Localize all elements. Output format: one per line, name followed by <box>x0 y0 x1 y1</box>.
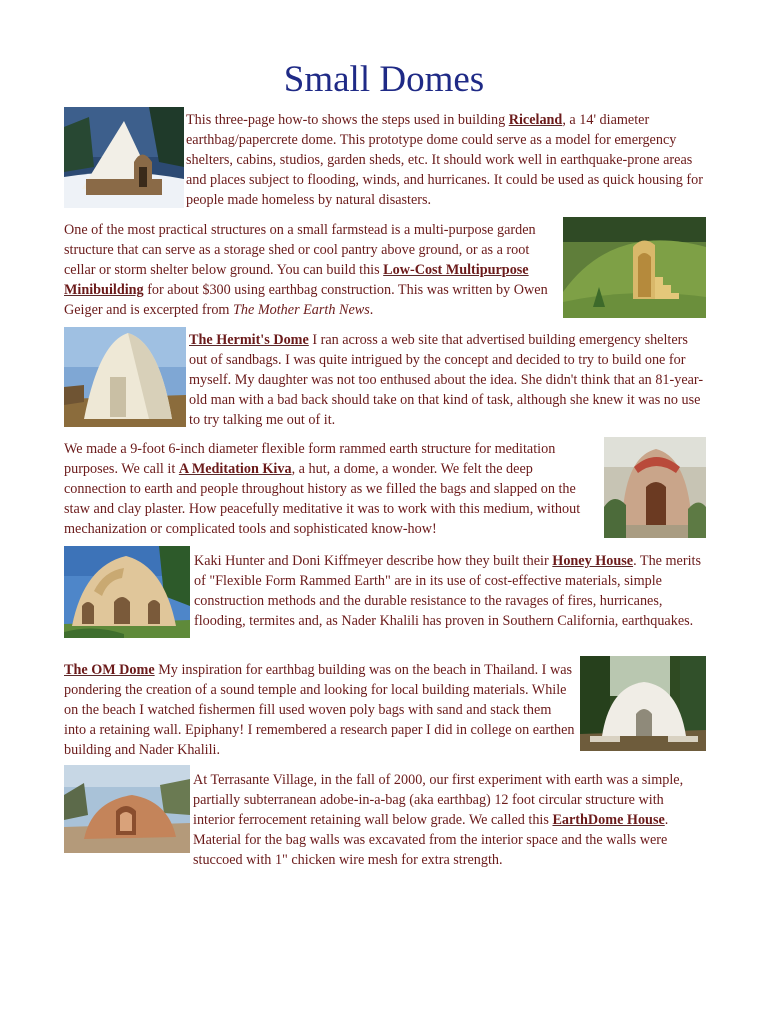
entry-text: We made a 9-foot 6-inch diameter flexible form rammed earth structure for meditation purposes. We call it A Meditation Kiva, a hut, a dome, a wonder. We felt the deep connection to earth and people throughout history as we filled the bags and slapped on the staw and clay plaster. How peacefully meditative it was to work with this medium, without mechanization or complicated tools and sophisticated know-how! <box>64 441 581 537</box>
entry-text: The Hermit's Dome I ran across a web site that advertised building emergency shelters out of sandbags. I was quite intrigued by the concept and decided to try to build one for myself. My daughter was not too enthused about the idea. She didn't think that an 81-year-old man with a bad back should take on that kind of task, although she knew it was no use to try talking me out of it. <box>189 332 704 428</box>
snowy-dome-photo <box>64 107 184 208</box>
entry-hermit-dome <box>189 330 706 430</box>
minibuilding-link[interactable]: Low-Cost Multipurpose Minibuilding <box>64 262 529 298</box>
earthdome-house-link[interactable]: EarthDome House <box>552 812 665 828</box>
entry-text: One of the most practical structures on a small farmstead is a multi-purpose garden structure that can serve as a storage shed or cool pantry above ground, or as a root cellar or storm shelter below ground. You can build this Low-Cost Multipurpose Minibuilding for about $300 using earthbag construction. This was written by Owen Geiger and is excerpted from The Mother Earth News. <box>64 222 548 318</box>
meditation-kiva-link[interactable]: A Meditation Kiva <box>178 461 292 477</box>
honey-house-photo <box>64 546 190 638</box>
hillside-minibuilding-photo <box>563 217 706 318</box>
entry-text: The OM Dome My inspiration for earthbag building was on the beach in Thailand. I was pondering the creation of a sound temple and looking for local building materials. While on the beach I watched fishermen fill used woven poly bags with sand and stack them into a retaining wall. Epiphany! I remembered a research paper I did in college on earthen building and Nader Khalili. <box>64 662 575 758</box>
entry-minibuilding <box>64 220 564 320</box>
entry-honey-house <box>194 551 706 631</box>
entry-text: Kaki Hunter and Doni Kiffmeyer describe how they built their Honey House. The merits of "Flexible Form Rammed Earth" are in its use of cost-effective materials, simple construction methods and the durable resistance to the ravages of fires, hurricanes, flooding, termites and, as Nader Khalili has proven in Southern California, earthquakes. <box>194 553 701 629</box>
om-dome-photo <box>580 656 706 751</box>
earthdome-house-photo <box>64 765 190 853</box>
om-dome-link[interactable]: The OM Dome <box>64 662 155 678</box>
hermit-dome-photo <box>64 327 186 427</box>
entry-meditation-kiva <box>64 439 594 539</box>
hermit-dome-link[interactable]: The Hermit's Dome <box>189 332 309 348</box>
page-title: Small Domes <box>283 59 485 100</box>
entry-earthdome-house <box>193 770 706 870</box>
riceland-link[interactable]: Riceland <box>508 112 563 128</box>
honey-house-link[interactable]: Honey House <box>552 553 634 569</box>
entry-text: This three-page how-to shows the steps used in building Riceland, a 14' diameter earthbag/papercrete dome. This prototype dome could serve as a model for emergency shelters, cabins, studios, garden sheds, etc. It should work well in earthquake-prone areas and places subject to flooding, winds, and hurricanes. It could be used as quick housing for people made homeless by natural disasters. <box>186 112 703 208</box>
entry-om-dome <box>64 660 576 760</box>
meditation-kiva-photo <box>604 437 706 538</box>
entry-riceland <box>186 110 706 210</box>
entry-text: At Terrasante Village, in the fall of 2000, our first experiment with earth was a simple, partially subterranean adobe-in-a-bag (aka earthbag) 12 foot circular structure with interior ferrocement retaining wall below grade. We called this EarthDome House. Material for the bag walls was excavated from the interior space and the walls were stuccoed with 1" chicken wire mesh for extra strength. <box>193 772 684 868</box>
